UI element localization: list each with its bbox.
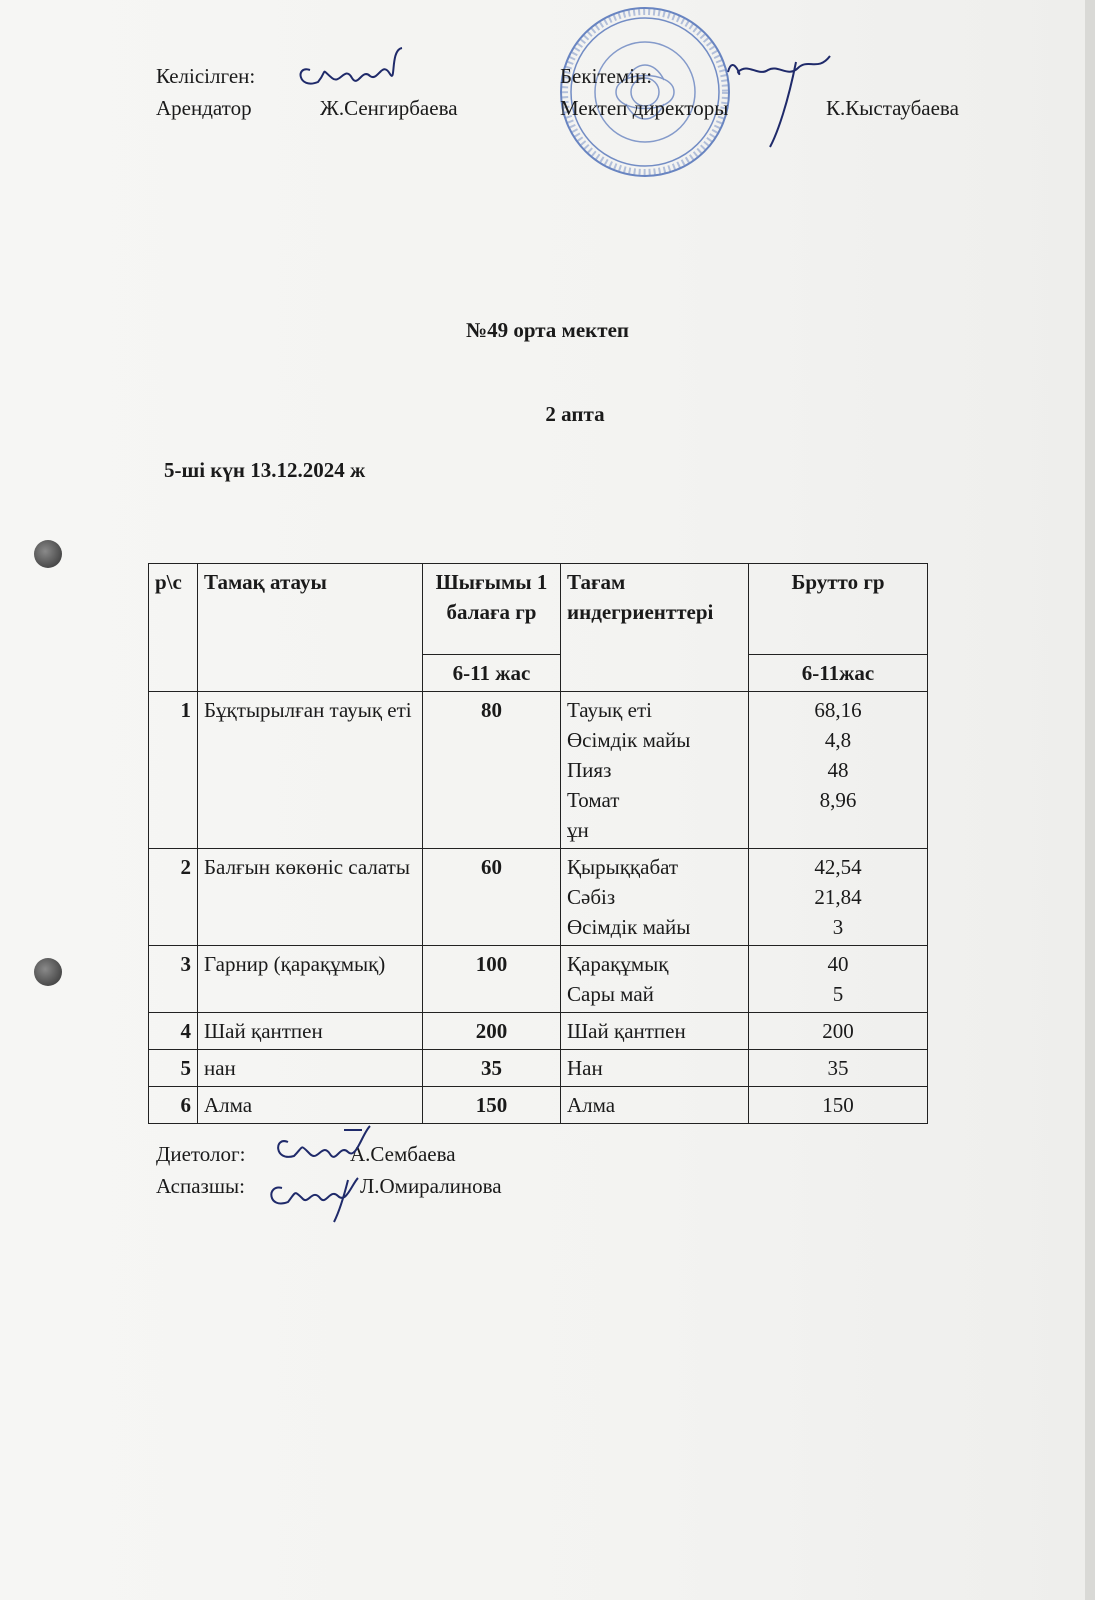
brutto-value: 42,54 xyxy=(814,855,862,879)
header-age-yield: 6-11 жас xyxy=(423,655,561,692)
row-num: 5 xyxy=(149,1050,198,1087)
cook-name: Л.Омиралинова xyxy=(360,1174,502,1198)
brutto-value: 8,96 xyxy=(819,788,857,812)
table-row xyxy=(149,849,928,946)
ingredient: Қырыққабат xyxy=(567,855,679,879)
row-dish: Шай қантпен xyxy=(198,1013,423,1050)
row-num: 3 xyxy=(149,946,198,1013)
tenant-name: Ж.Сенгирбаева xyxy=(320,96,458,120)
punch-hole-top xyxy=(34,540,62,568)
row-num: 4 xyxy=(149,1013,198,1050)
ingredient: ұн xyxy=(567,818,589,842)
brutto-value: 5 xyxy=(832,982,844,1006)
row-dish: Бұқтырылған тауық еті xyxy=(198,692,423,849)
row-ingredients xyxy=(561,849,749,946)
row-brutto: 200 xyxy=(749,1013,928,1050)
row-brutto: 150 xyxy=(749,1087,928,1124)
header-ingredients: Тағам индегриенттері xyxy=(561,564,749,692)
row-ingredients: Шай қантпен xyxy=(561,1013,749,1050)
brutto-value: 4,8 xyxy=(824,728,852,752)
row-dish: Гарнир (қарақұмық) xyxy=(198,946,423,1013)
dietitian-signature xyxy=(270,1120,380,1170)
row-yield: 150 xyxy=(423,1087,561,1124)
row-num: 2 xyxy=(149,849,198,946)
brutto-value: 40 xyxy=(827,952,849,976)
director-signature xyxy=(718,42,838,152)
table-header-row xyxy=(149,564,928,655)
row-ingredients xyxy=(561,946,749,1013)
ingredient: Томат xyxy=(567,788,620,812)
brutto-value: 3 xyxy=(832,915,844,939)
day-date: 5-ші күн 13.12.2024 ж xyxy=(164,458,366,482)
row-dish: нан xyxy=(198,1050,423,1087)
ingredient: Өсімдік майы xyxy=(567,728,691,752)
brutto-value: 21,84 xyxy=(814,885,862,909)
director-label: Мектеп директоры xyxy=(560,96,729,120)
dietitian-name: А.Сембаева xyxy=(350,1142,456,1166)
table-row xyxy=(149,1087,928,1124)
row-num: 6 xyxy=(149,1087,198,1124)
row-ingredients: Алма xyxy=(561,1087,749,1124)
row-brutto xyxy=(749,849,928,946)
dietitian-label: Диетолог: xyxy=(156,1142,246,1166)
row-yield: 60 xyxy=(423,849,561,946)
ingredient: Пияз xyxy=(567,758,612,782)
row-num: 1 xyxy=(149,692,198,849)
ingredient: Сары май xyxy=(567,982,654,1006)
approved-label: Бекітемін: xyxy=(560,64,653,88)
row-dish: Балғын көкөніс салаты xyxy=(198,849,423,946)
row-ingredients: Нан xyxy=(561,1050,749,1087)
table-row xyxy=(149,1050,928,1087)
row-brutto xyxy=(749,946,928,1013)
row-yield: 200 xyxy=(423,1013,561,1050)
row-dish: Алма xyxy=(198,1087,423,1124)
director-name: К.Кыстаубаева xyxy=(826,96,959,120)
tenant-signature xyxy=(290,40,420,105)
header-dish: Тамақ атауы xyxy=(198,564,423,692)
row-brutto: 35 xyxy=(749,1050,928,1087)
agreed-label: Келісілген: xyxy=(156,64,256,88)
row-yield: 80 xyxy=(423,692,561,849)
tenant-label: Арендатор xyxy=(156,96,252,120)
brutto-value: 68,16 xyxy=(814,698,862,722)
week-title: 2 апта xyxy=(545,402,605,426)
header-yield: Шығымы 1 балаға гр xyxy=(423,564,561,655)
menu-table xyxy=(148,563,928,1124)
school-title: №49 орта мектеп xyxy=(465,318,630,342)
header-brutto: Брутто гр xyxy=(749,564,928,655)
cook-label: Аспазшы: xyxy=(156,1174,245,1198)
row-brutto xyxy=(749,692,928,849)
header-num: р\с xyxy=(149,564,198,692)
ingredient: Қарақұмық xyxy=(567,952,669,976)
table-row xyxy=(149,946,928,1013)
brutto-value: 48 xyxy=(827,758,849,782)
row-yield: 35 xyxy=(423,1050,561,1087)
cook-signature xyxy=(262,1166,372,1226)
ingredient: Тауық еті xyxy=(567,698,652,722)
header-age-brutto: 6-11жас xyxy=(749,655,928,692)
ingredient: Сәбіз xyxy=(567,885,616,909)
table-row xyxy=(149,692,928,849)
punch-hole-bottom xyxy=(34,958,62,986)
ingredient: Өсімдік майы xyxy=(567,915,691,939)
row-ingredients xyxy=(561,692,749,849)
row-yield: 100 xyxy=(423,946,561,1013)
paper-edge xyxy=(1085,0,1095,1600)
table-row xyxy=(149,1013,928,1050)
